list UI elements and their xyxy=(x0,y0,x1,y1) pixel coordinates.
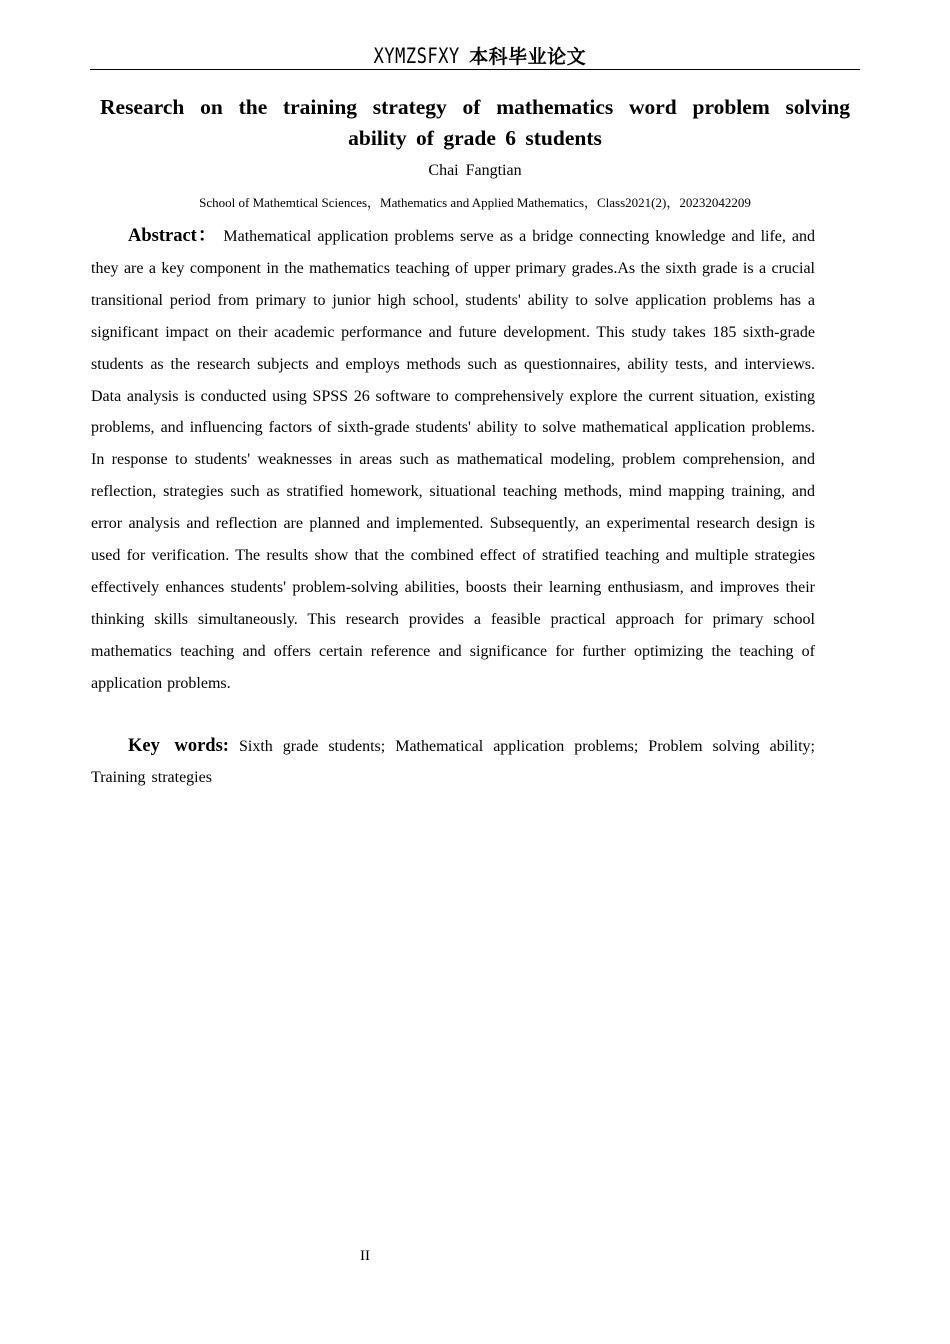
abstract-text: Mathematical application problems serve as a bridge connecting knowledge and life, and they are a key component in the mathematics teaching of upper primary grades.As the sixth grade is a crucial transitional period from primary to junior high school, students' ability to solve application problems has a significant impact on their academic performance and future development. This study takes 185 sixth-grade students as the research subjects and employs methods such as questionnaires, ability tests, and interviews. Data analysis is conducted using SPSS 26 software to comprehensively explore the current situation, existing problems, and influencing factors of sixth-grade students' ability to solve mathematical application problems. In response to students' weaknesses in areas such as mathematical modeling, problem comprehension, and reflection, strategies such as stratified homework, situational teaching methods, mind mapping training, and error analysis and reflection are planned and implemented. Subsequently, an experimental research design is used for verification. The results show that the combined effect of stratified teaching and multiple strategies effectively enhances students' problem-solving abilities, boosts their learning enthusiasm, and improves their thinking skills simultaneously. This research provides a feasible practical approach for primary school mathematics teaching and offers certain reference and significance for further optimizing the teaching of application problems. xyxy=(91,228,816,692)
page-number: II xyxy=(360,1248,370,1264)
header-thesis-type: 本科毕业论文 xyxy=(469,46,587,68)
paper-title xyxy=(100,92,850,154)
paper-title-line-2: ability of grade 6 students xyxy=(348,126,602,150)
abstract-paragraph xyxy=(91,221,815,700)
keywords-label: Key words: xyxy=(128,736,229,756)
running-header xyxy=(90,44,860,69)
author-name: Chai Fangtian xyxy=(428,162,522,179)
author-affiliation: School of Mathemtical Sciences，Mathematics and Applied Mathematics，Class2021(2)，20232042209 xyxy=(199,195,751,210)
header-rule xyxy=(90,69,860,70)
header-institution-code: XYMZSFXY xyxy=(373,44,460,68)
keywords-paragraph xyxy=(91,731,815,793)
abstract-label: Abstract： xyxy=(128,226,218,246)
keywords-text: Sixth grade students; Mathematical application problems; Problem solving ability; Training strategies xyxy=(91,738,815,786)
paper-title-line-1: Research on the training strategy of mathematics word problem solving xyxy=(100,95,850,119)
